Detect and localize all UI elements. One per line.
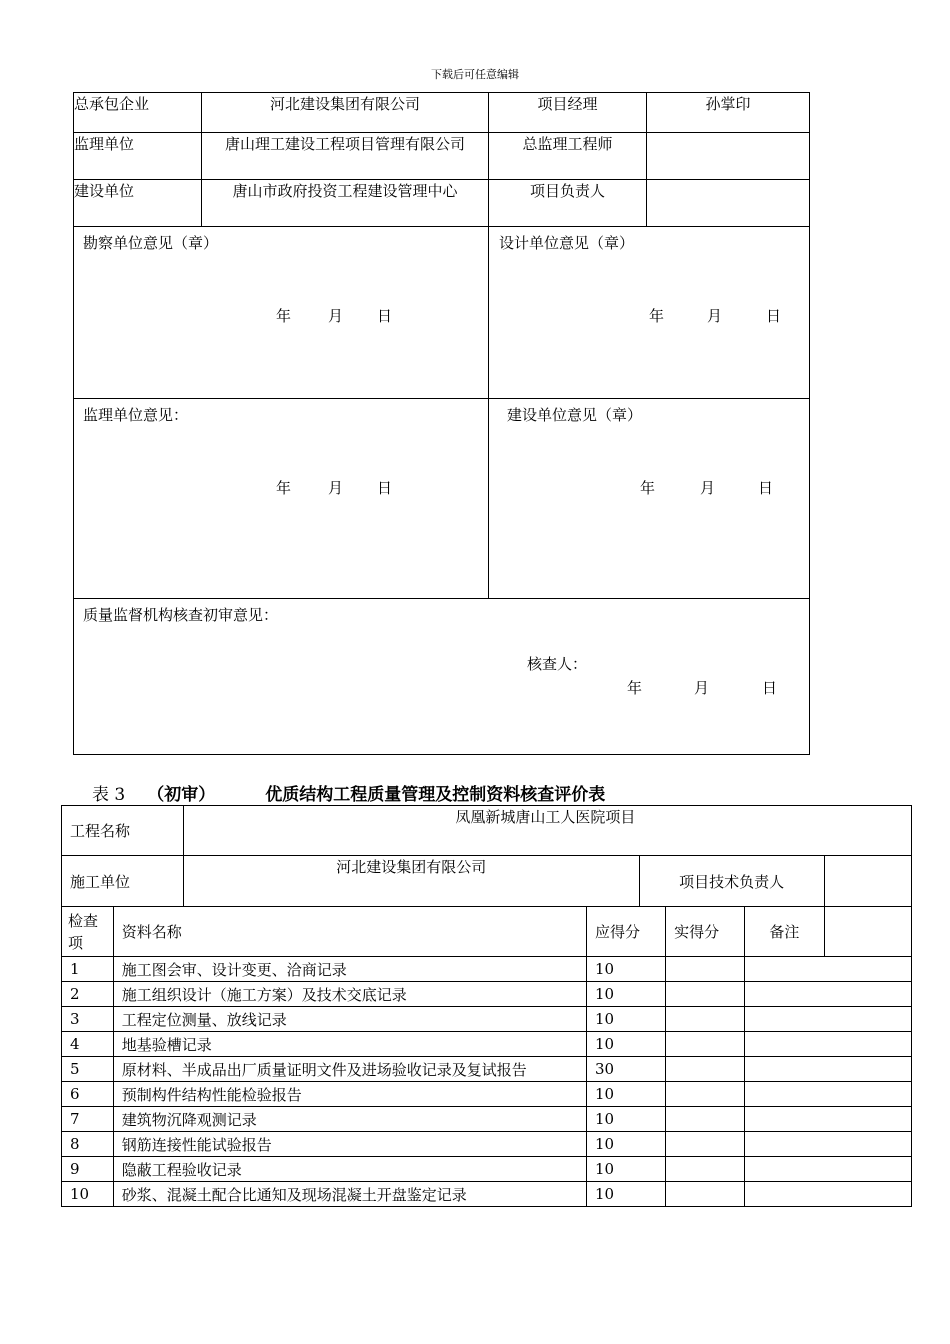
row-no: 3 [62,1007,114,1032]
table3-name: 优质结构工程质量管理及控制资料核查评价表 [265,785,606,805]
project-name-row [62,806,912,856]
row-actual [666,1082,745,1107]
row-name: 施工图会审、设计变更、洽商记录 [113,957,586,982]
supervisor-label: 监理单位 [74,133,202,180]
row-no: 2 [62,982,114,1007]
date-day: 日 [762,679,778,697]
chief-supervisor-label: 总监理工程师 [489,133,647,180]
checker-label: 核查人： [527,655,588,673]
row-name: 钢筋连接性能试验报告 [113,1132,586,1157]
date-year: 年 [627,679,643,697]
date-month: 月 [328,479,344,497]
date-year: 年 [640,479,656,497]
builder-value: 唐山市政府投资工程建设管理中心 [202,180,489,227]
supervisor-row [74,133,810,180]
contractor-row [74,93,810,133]
construction-unit-value: 河北建设集团有限公司 [183,856,639,907]
row-actual [666,957,745,982]
header-row [62,907,912,957]
date-month: 月 [700,479,716,497]
row-due: 10 [586,1182,665,1207]
table-row [62,1182,912,1207]
row-actual [666,982,745,1007]
row-no: 7 [62,1107,114,1132]
date-year: 年 [276,307,292,325]
date-day: 日 [377,307,393,325]
builder-row [74,180,810,227]
date-day: 日 [758,479,774,497]
quality-row [74,599,810,755]
row-name: 施工组织设计（施工方案）及技术交底记录 [113,982,586,1007]
table-row [62,1057,912,1082]
quality-opinion-cell [74,599,810,755]
row-note [745,1182,912,1207]
design-opinion-label: 设计单位意见（章） [499,234,635,252]
table-row [62,1032,912,1057]
pm-label: 项目经理 [489,93,647,133]
row-name: 原材料、半成品出厂质量证明文件及进场验收记录及复试报告 [113,1057,586,1082]
header-actual: 实得分 [666,907,745,957]
tech-lead-value [824,856,911,907]
row-no: 8 [62,1132,114,1157]
pm-value: 孙掌印 [647,93,810,133]
supervisor-value: 唐山理工建设工程项目管理有限公司 [202,133,489,180]
project-name-label: 工程名称 [62,806,184,856]
row-note [745,982,912,1007]
supervisor-opinion-label: 监理单位意见： [83,406,189,424]
chief-supervisor-value [647,133,810,180]
header-empty [824,907,911,957]
approval-table [73,92,810,755]
row-name: 地基验槽记录 [113,1032,586,1057]
builder-label: 建设单位 [74,180,202,227]
row-note [745,1007,912,1032]
header-item: 检查项 [62,907,114,957]
date-month: 月 [694,679,710,697]
header-note: 下载后可任意编辑 [431,68,519,81]
row-actual [666,1157,745,1182]
row-no: 6 [62,1082,114,1107]
row-note [745,1107,912,1132]
project-lead-value [647,180,810,227]
quality-review-table [61,805,912,1207]
quality-opinion-label: 质量监督机构核查初审意见： [83,606,279,624]
row-name: 隐蔽工程验收记录 [113,1157,586,1182]
table3-title [92,780,605,805]
table-row [62,982,912,1007]
row-actual [666,1132,745,1157]
survey-opinion-cell [74,227,489,399]
builder-opinion-label: 建设单位意见（章） [507,406,643,424]
survey-design-row [74,227,810,399]
row-name: 砂浆、混凝土配合比通知及现场混凝土开盘鉴定记录 [113,1182,586,1207]
row-name: 建筑物沉降观测记录 [113,1107,586,1132]
row-due: 10 [586,1032,665,1057]
row-actual [666,1057,745,1082]
supervisor-opinion-cell [74,399,489,599]
construction-unit-row [62,856,912,907]
row-due: 10 [586,1107,665,1132]
row-no: 5 [62,1057,114,1082]
table-row [62,1007,912,1032]
row-actual [666,1007,745,1032]
row-due: 10 [586,982,665,1007]
date-month: 月 [707,307,723,325]
project-lead-label: 项目负责人 [489,180,647,227]
row-due: 10 [586,1132,665,1157]
row-actual [666,1107,745,1132]
table-row [62,1157,912,1182]
row-name: 工程定位测量、放线记录 [113,1007,586,1032]
row-due: 10 [586,957,665,982]
design-opinion-cell [489,227,810,399]
row-note [745,1057,912,1082]
survey-opinion-label: 勘察单位意见（章） [83,234,219,252]
table-row [62,957,912,982]
date-year: 年 [276,479,292,497]
row-note [745,957,912,982]
contractor-value: 河北建设集团有限公司 [202,93,489,133]
date-day: 日 [377,479,393,497]
project-name-value: 凤凰新城唐山工人医院项目 [183,806,911,856]
row-note [745,1082,912,1107]
construction-unit-label: 施工单位 [62,856,184,907]
row-due: 10 [586,1082,665,1107]
builder-opinion-cell [489,399,810,599]
row-name: 预制构件结构性能检验报告 [113,1082,586,1107]
row-no: 9 [62,1157,114,1182]
table3-prefix: 表 3 [92,785,126,805]
row-due: 10 [586,1007,665,1032]
row-no: 10 [62,1182,114,1207]
date-day: 日 [766,307,782,325]
contractor-label: 总承包企业 [74,93,202,133]
table-row [62,1107,912,1132]
date-month: 月 [328,307,344,325]
row-actual [666,1032,745,1057]
row-due: 10 [586,1157,665,1182]
row-note [745,1032,912,1057]
tech-lead-label: 项目技术负责人 [639,856,824,907]
supervisor-builder-row [74,399,810,599]
table-row [62,1132,912,1157]
table3-stage: （初审） [147,785,216,805]
row-note [745,1157,912,1182]
row-no: 4 [62,1032,114,1057]
date-year: 年 [649,307,665,325]
row-note [745,1132,912,1157]
header-due: 应得分 [586,907,665,957]
table-row [62,1082,912,1107]
row-no: 1 [62,957,114,982]
header-note: 备注 [745,907,824,957]
row-due: 30 [586,1057,665,1082]
header-name: 资料名称 [113,907,586,957]
row-actual [666,1182,745,1207]
